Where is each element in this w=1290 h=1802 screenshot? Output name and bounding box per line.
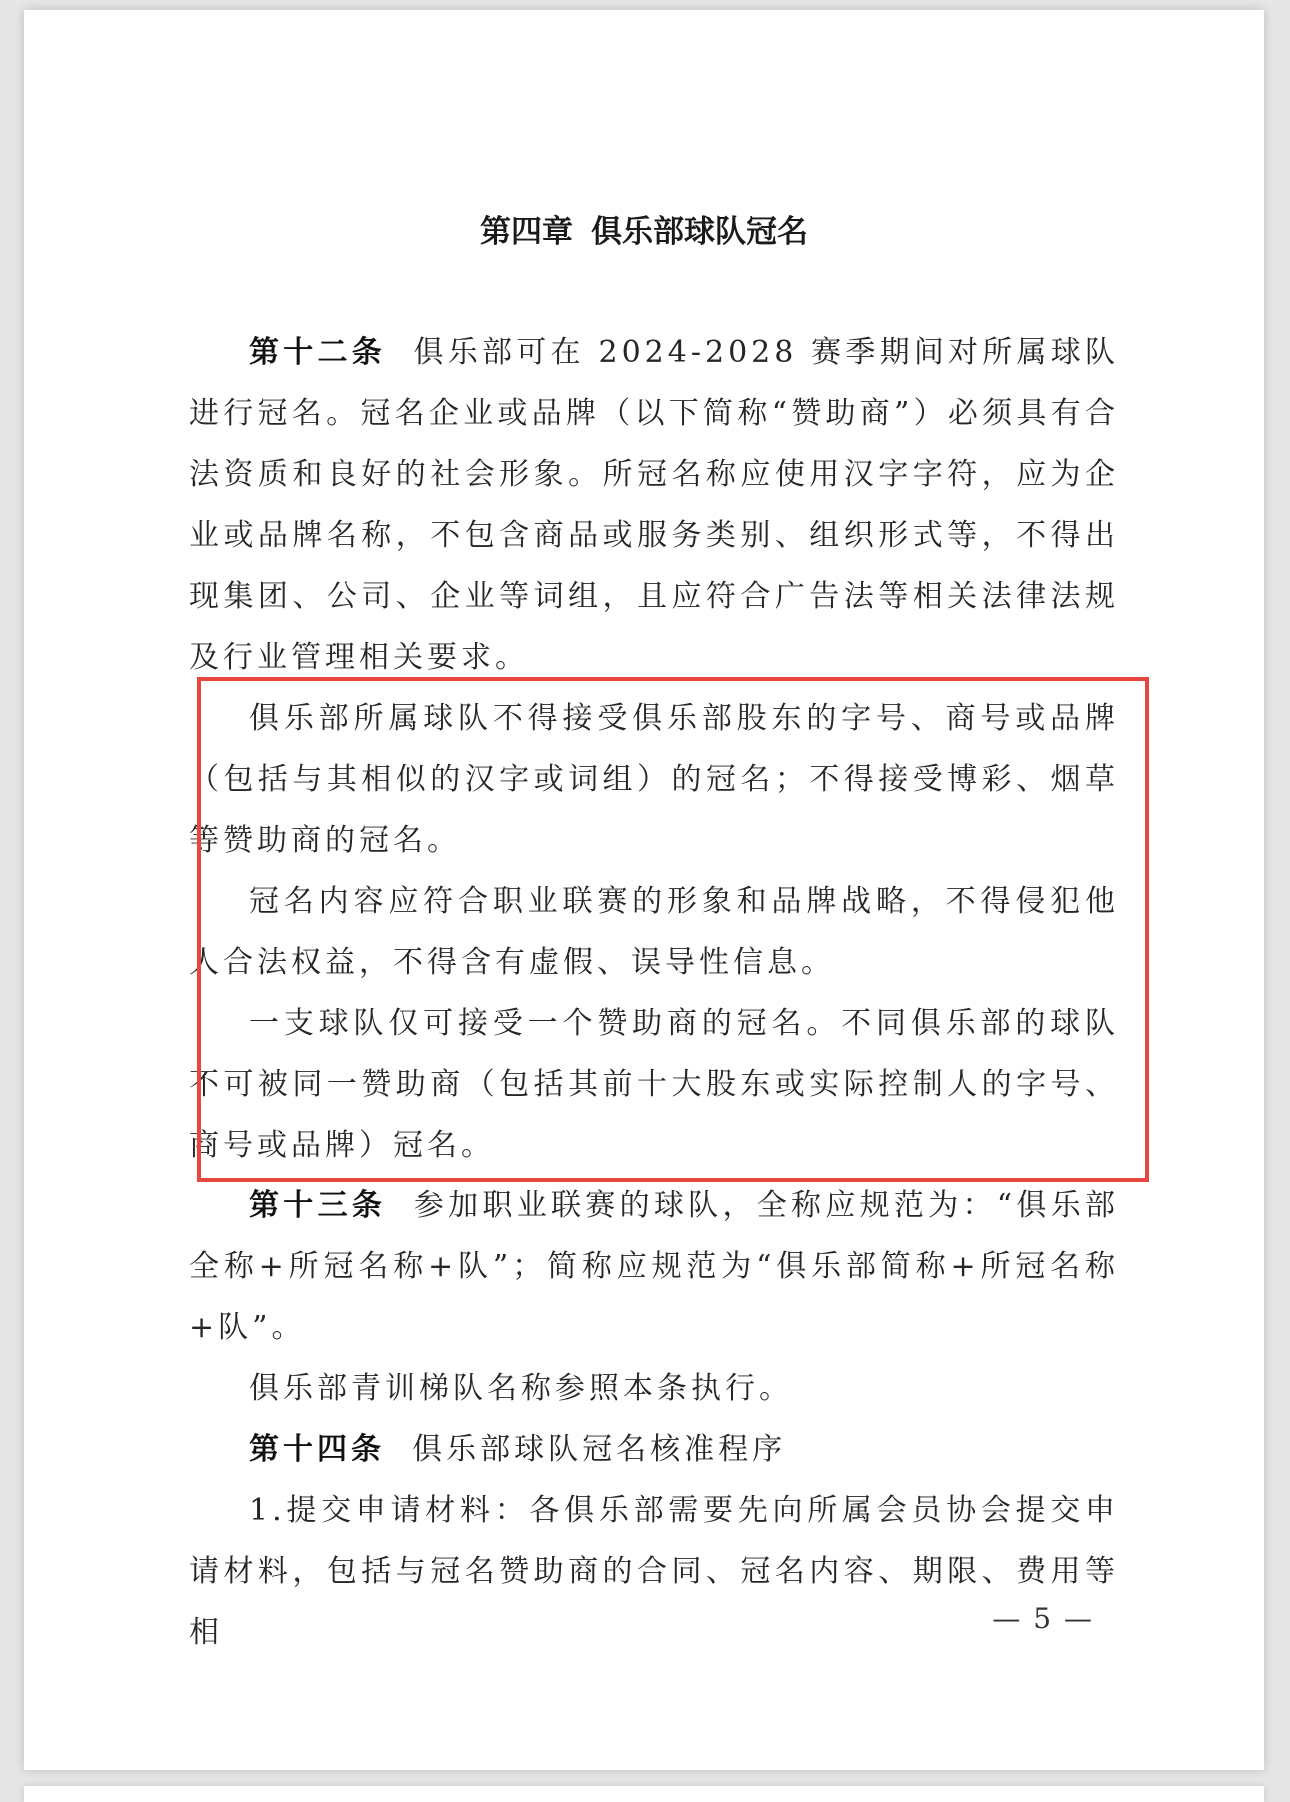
highlight-paragraph-1: 俱乐部所属球队不得接受俱乐部股东的字号、商号或品牌（包括与其相似的汉字或词组）的冠名；不得接受博彩、烟草等赞助商的冠名。 — [189, 701, 1119, 858]
article-12-paragraph — [189, 322, 1119, 688]
highlight-paragraph-3: 一支球队仅可接受一个赞助商的冠名。不同俱乐部的球队不可被同一赞助商（包括其前十大股东或实际控制人的字号、商号或品牌）冠名。 — [189, 1006, 1119, 1163]
article-14-paragraph — [189, 1419, 1119, 1480]
chapter-title — [24, 206, 1264, 251]
highlight-paragraph-2: 冠名内容应符合职业联赛的形象和品牌战略，不得侵犯他人合法权益，不得含有虚假、误导性信息。 — [189, 884, 1119, 980]
article-13 — [189, 1175, 1119, 1663]
article-14-label: 第十四条 — [249, 1432, 385, 1467]
article-14-item-1: 1.提交申请材料：各俱乐部需要先向所属会员协会提交申请材料，包括与冠名赞助商的合同、冠名内容、期限、费用等相 — [189, 1493, 1119, 1650]
next-page-edge — [24, 1786, 1264, 1802]
document-page — [24, 10, 1264, 1770]
article-12-label: 第十二条 — [249, 335, 386, 370]
article-13-note: 俱乐部青训梯队名称参照本条执行。 — [249, 1371, 793, 1406]
page-number: — 5 — — [992, 1602, 1094, 1635]
highlight-box — [197, 677, 1149, 1182]
article-12 — [189, 322, 1119, 688]
article-13-text: 参加职业联赛的球队，全称应规范为：“俱乐部全称+所冠名称+队”；简称应规范为“俱乐部简称+所冠名称+队”。 — [189, 1188, 1119, 1345]
chapter-number: 第四章 — [480, 214, 573, 250]
article-13-paragraph — [189, 1175, 1119, 1358]
chapter-name: 俱乐部球队冠名 — [591, 214, 808, 250]
article-13-label: 第十三条 — [249, 1188, 387, 1223]
article-14-text: 俱乐部球队冠名核准程序 — [412, 1432, 787, 1467]
article-12-text: 俱乐部可在 2024-2028 赛季期间对所属球队进行冠名。冠名企业或品牌（以下简称“赞助商”）必须具有合法资质和良好的社会形象。所冠名称应使用汉字字符，应为企业或品牌名称，不包含商品或服务类别、组织形式等，不得出现集团、公司、企业等词组，且应符合广告法等相关法律法规及行业管理相关要求。 — [189, 335, 1120, 675]
